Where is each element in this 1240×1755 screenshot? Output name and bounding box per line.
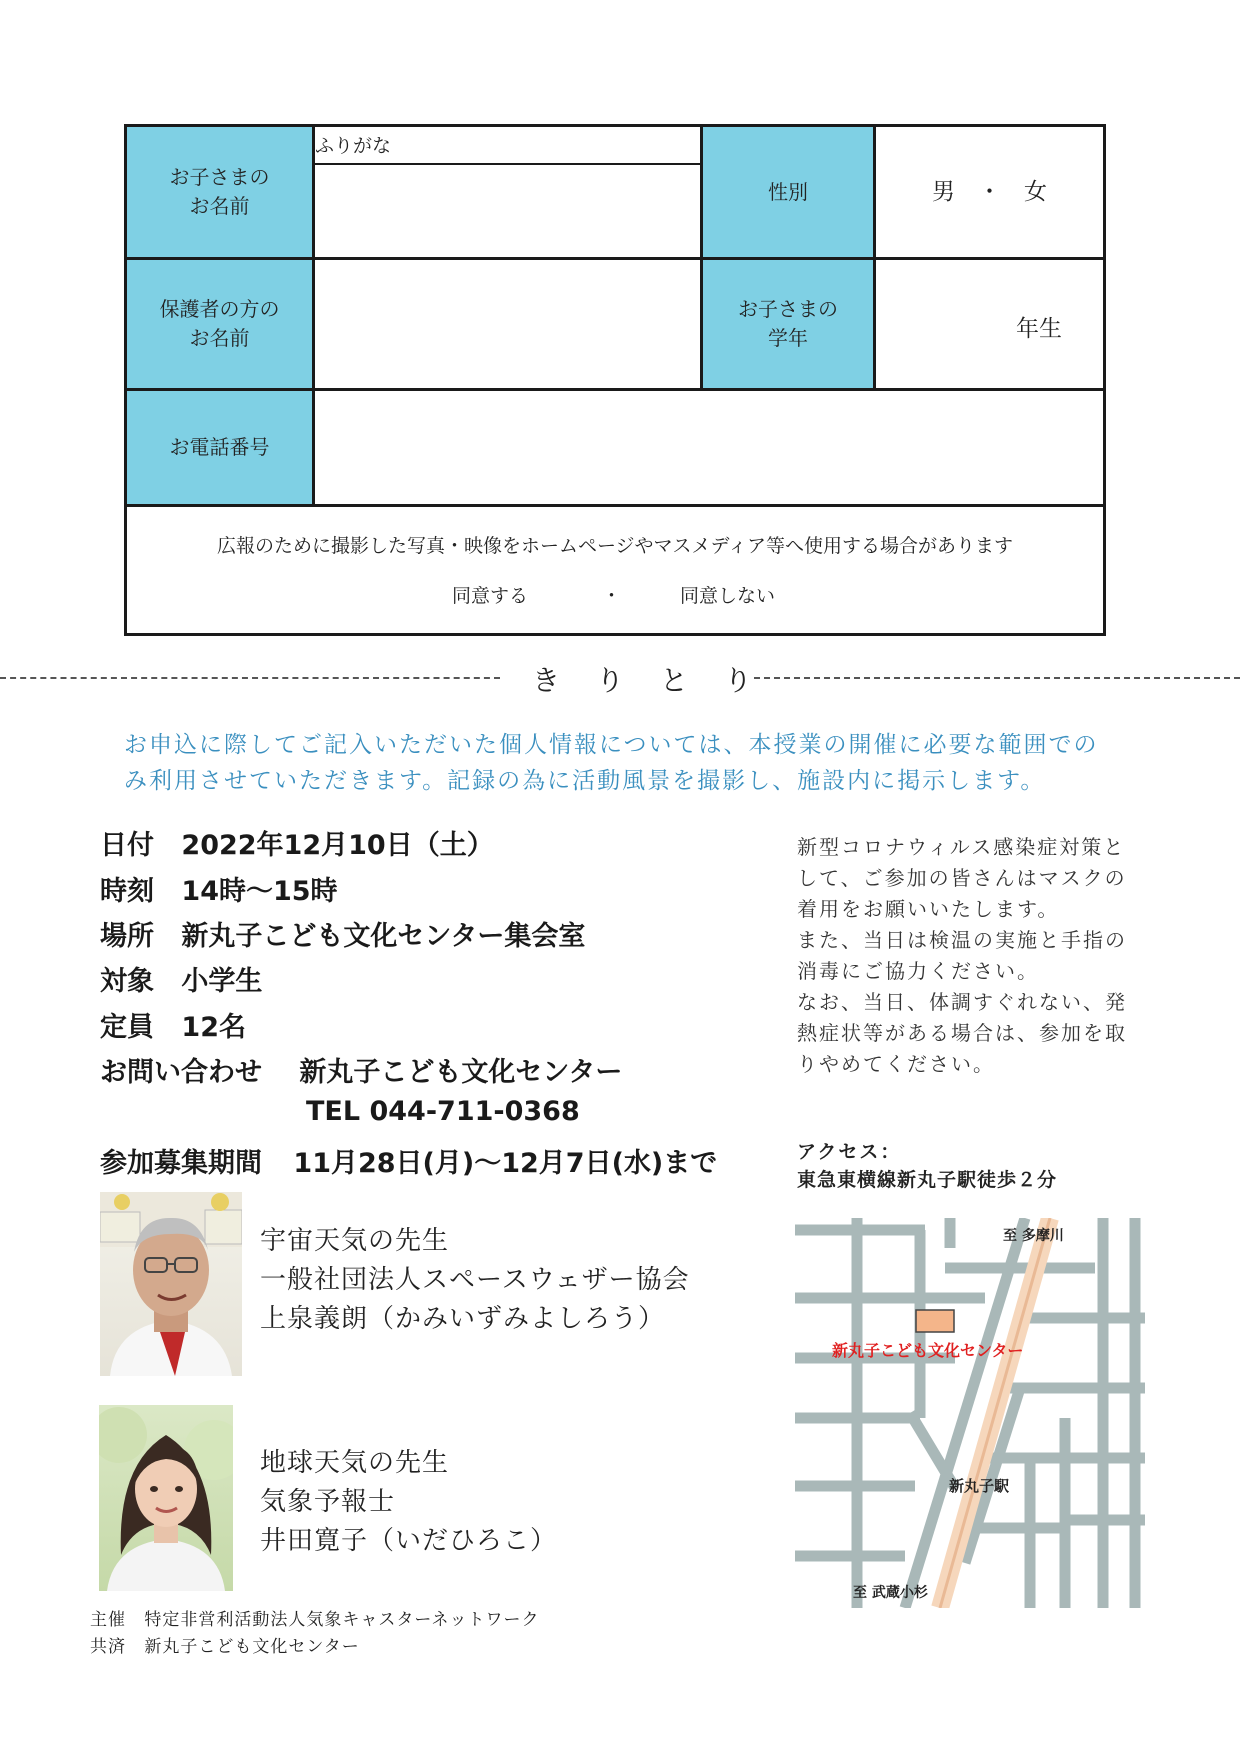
grade-suffix: 年生	[1016, 316, 1062, 342]
time-row	[100, 869, 338, 908]
target-label: 対象	[100, 966, 154, 997]
grid-line	[127, 257, 1103, 260]
date-row	[100, 823, 494, 862]
covid-notice-line: 消毒にご協力ください。	[797, 959, 1039, 983]
footer-organizer	[90, 1607, 540, 1634]
teacher-photo-1-illustration	[100, 1192, 242, 1376]
cut-line-right	[754, 677, 1240, 679]
gender-options[interactable]: 男 ・ 女	[932, 178, 1047, 205]
grade-label-line1: お子さまの	[738, 297, 838, 321]
consent-section	[127, 507, 1103, 633]
teacher-2-name: 井田寛子（いだひろこ）	[260, 1526, 558, 1556]
consent-agree-option[interactable]: 同意する	[452, 585, 529, 607]
teacher-photo-2-illustration	[99, 1405, 233, 1591]
date-label: 日付	[100, 830, 154, 861]
date-value: 2022年12月10日（土）	[181, 830, 494, 861]
gender-label: 性別	[703, 127, 873, 257]
cut-line-label: き り と り	[532, 664, 757, 697]
grid-line	[127, 504, 1103, 507]
time-label: 時刻	[100, 876, 154, 907]
map-north-label: 至 多摩川	[1003, 1228, 1064, 1244]
access-directions: 東急東横線新丸子駅徒歩２分	[797, 1169, 1058, 1191]
privacy-notice-line2: み利用させていただきます。記録の為に活動風景を撮影し、施設内に掲示します。	[124, 768, 1046, 794]
teacher-photo-2	[99, 1405, 233, 1591]
furigana-label: ふりがな	[315, 135, 392, 157]
child-name-label	[127, 127, 312, 257]
covid-notice-line: 熱症状等がある場合は、参加を取	[797, 1021, 1127, 1045]
grid-line	[312, 127, 315, 504]
phone-field[interactable]	[315, 391, 1103, 504]
teacher-1-name: 上泉義朗（かみいずみよしろう）	[260, 1304, 666, 1334]
covid-notice	[797, 832, 1157, 1080]
map-station-label: 新丸子駅	[949, 1477, 1010, 1495]
consent-disagree-option[interactable]: 同意しない	[680, 585, 776, 607]
guardian-name-label-line1: 保護者の方の	[159, 297, 280, 321]
capacity-row	[100, 1005, 246, 1044]
contact-row	[100, 1050, 622, 1089]
contact-tel: TEL 044-711-0368	[306, 1096, 580, 1127]
time-value: 14時～15時	[181, 876, 338, 907]
target-value: 小学生	[181, 966, 263, 997]
grade-field[interactable]	[876, 260, 1103, 388]
cosponsor-label: 共済	[90, 1637, 126, 1657]
teacher-2-org: 気象予報士	[260, 1487, 396, 1517]
cut-line-left	[0, 677, 500, 679]
contact-label: お問い合わせ	[100, 1057, 262, 1088]
guardian-name-label-line2: お名前	[189, 326, 250, 350]
teacher-2	[260, 1444, 557, 1561]
cosponsor-value: 新丸子こども文化センター	[144, 1637, 360, 1657]
place-label: 場所	[100, 921, 154, 952]
access-map	[795, 1218, 1155, 1608]
teacher-1	[260, 1222, 690, 1339]
place-row	[100, 914, 585, 953]
guardian-name-field[interactable]	[315, 260, 700, 388]
organizer-label: 主催	[90, 1610, 126, 1630]
covid-notice-line: りやめてください。	[797, 1052, 995, 1076]
period-label: 参加募集期間	[100, 1148, 262, 1179]
covid-notice-line: 着用をお願いいたします。	[797, 897, 1060, 921]
grade-label	[703, 260, 873, 388]
child-name-field[interactable]	[315, 165, 700, 255]
teacher-1-role: 宇宙天気の先生	[260, 1226, 450, 1256]
organizer-value: 特定非営利活動法人気象キャスターネットワーク	[144, 1610, 540, 1630]
child-name-label-line1: お子さまの	[169, 165, 270, 189]
map-center-label: 新丸子こども文化センター	[832, 1341, 1024, 1360]
privacy-notice-line1: お申込に際してご記入いただいた個人情報については、本授業の開催に必要な範囲での	[124, 732, 1099, 758]
capacity-value: 12名	[181, 1012, 246, 1043]
place-value: 新丸子こども文化センター集会室	[181, 921, 586, 952]
contact-value: 新丸子こども文化センター	[299, 1057, 623, 1088]
furigana-divider	[315, 163, 700, 165]
target-row	[100, 959, 262, 998]
guardian-name-label	[127, 260, 312, 388]
covid-notice-line: して、ご参加の皆さんはマスクの	[797, 866, 1127, 890]
period-value: 11月28日(月)～12月7日(水)まで	[293, 1148, 718, 1179]
covid-notice-line: なお、当日、体調すぐれない、発	[797, 990, 1127, 1014]
consent-text: 広報のために撮影した写真・映像をホームページやマスメディア等へ使用する場合があります	[216, 535, 1014, 557]
phone-label: お電話番号	[127, 391, 312, 504]
teacher-2-role: 地球天気の先生	[260, 1448, 450, 1478]
covid-notice-line: 新型コロナウィルス感染症対策と	[797, 835, 1126, 859]
footer-cosponsor	[90, 1634, 360, 1661]
map-center-building	[916, 1310, 954, 1332]
application-form	[124, 124, 1106, 636]
grade-label-line2: 学年	[768, 326, 808, 350]
teacher-photo-1	[100, 1192, 242, 1376]
child-name-label-line2: お名前	[189, 194, 250, 218]
capacity-label: 定員	[100, 1012, 154, 1043]
access-label: アクセス：	[797, 1141, 902, 1163]
covid-notice-line: また、当日は検温の実施と手指の	[797, 928, 1127, 952]
period-row	[100, 1141, 717, 1180]
consent-separator: ・	[602, 585, 622, 607]
map-south-label: 至 武蔵小杉	[853, 1585, 928, 1601]
grid-line	[127, 388, 1103, 391]
teacher-1-org: 一般社団法人スペースウェザー協会	[260, 1265, 690, 1295]
